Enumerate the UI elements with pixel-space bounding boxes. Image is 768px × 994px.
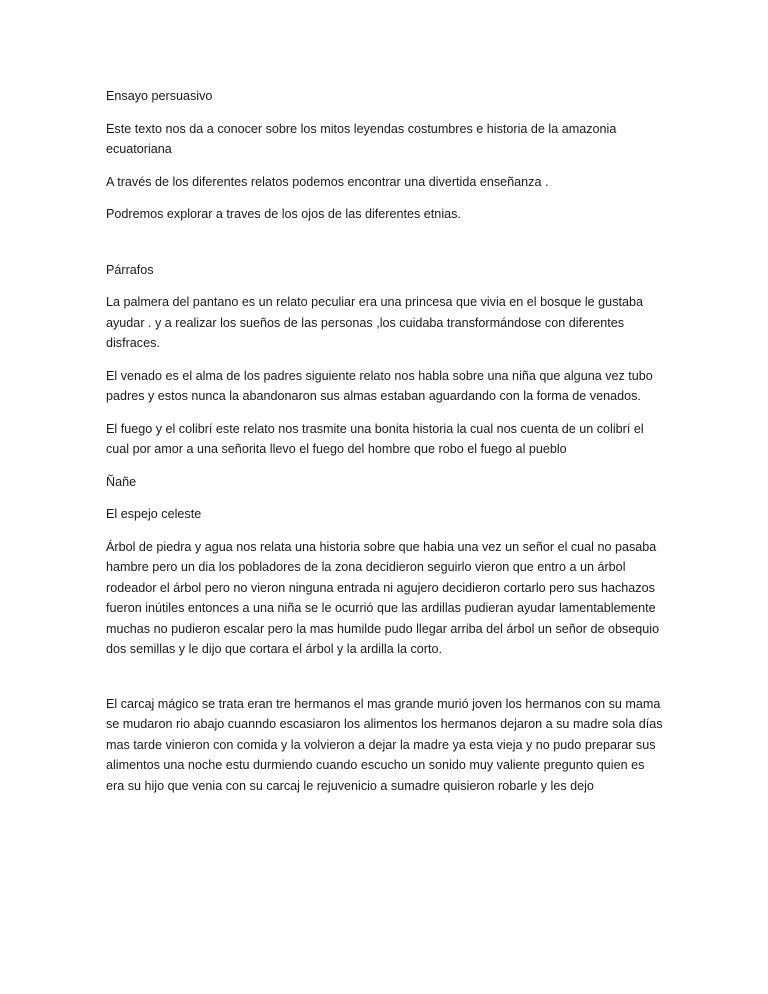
document-title: Ensayo persuasivo xyxy=(106,89,213,103)
document-body xyxy=(106,86,666,808)
paragraph-palmera: La palmera del pantano es un relato peculiar era una princesa que vivia en el bosque le gustaba ayudar . y a realizar los sueños de las personas ,los cuidaba transformándose con diferentes disfraces. xyxy=(106,295,643,350)
blank-line xyxy=(106,672,666,694)
intro-paragraph-1: Este texto nos da a conocer sobre los mitos leyendas costumbres e historia de la amazonia ecuatoriana xyxy=(106,121,617,156)
blank-line xyxy=(106,237,666,260)
intro-paragraph-3: Podremos explorar a traves de los ojos de las diferentes etnias. xyxy=(106,207,461,221)
intro-paragraph-2: A través de los diferentes relatos podemos encontrar una divertida enseñanza . xyxy=(106,174,549,189)
paragraph-arbol-piedra: Árbol de piedra y agua nos relata una historia sobre que habia una vez un señor el cual no pasaba hambre pero un dia los pobladores de la zona decidieron seguirlo vieron que entro a un árbol rodeador el árbol pero no vieron ninguna entrada ni agujero decidieron cortarlo pero sus hachazos fueron inútiles entonces a una niña se le ocurrió que las ardillas pudieran ayudar lamentablemente muchas no pudieron escalar pero la mas humilde pudo llegar arriba del árbol un señor de obsequio dos semillas y le dijo que cortara el árbol y la ardilla la corto. xyxy=(106,539,660,656)
paragraph-fuego-colibri: El fuego y el colibrí este relato nos trasmite una bonita historia la cual nos cuenta de un colibrí el cual por amor a una señorita llevo el fuego del hombre que robo el fuego al pueblo xyxy=(106,421,644,456)
paragraph-nane: Ñañe xyxy=(106,474,137,489)
paragraph-espejo-celeste: El espejo celeste xyxy=(106,507,202,521)
paragraph-venado: El venado es el alma de los padres siguiente relato nos habla sobre una niña que alguna vez tubo padres y estos nunca la abandonaron sus almas estaban aguardando con la forma de venados. xyxy=(106,368,653,403)
section-heading: Párrafos xyxy=(106,262,154,277)
paragraph-carcaj-magico: El carcaj mágico se trata eran tre hermanos el mas grande murió joven los hermanos con su mama se mudaron rio abajo cuanndo escasiaron los alimentos los hermanos dejaron a su madre sola días mas tarde vinieron con comida y la volvieron a dejar la madre ya esta vieja y no pudo preparar sus alimentos una noche estu durmiendo cuando escucho un sonido muy valiente pregunto quien es era su hijo que venia con su carcaj le rejuvenicio a sumadre quisieron robarle y les dejo xyxy=(106,696,663,793)
